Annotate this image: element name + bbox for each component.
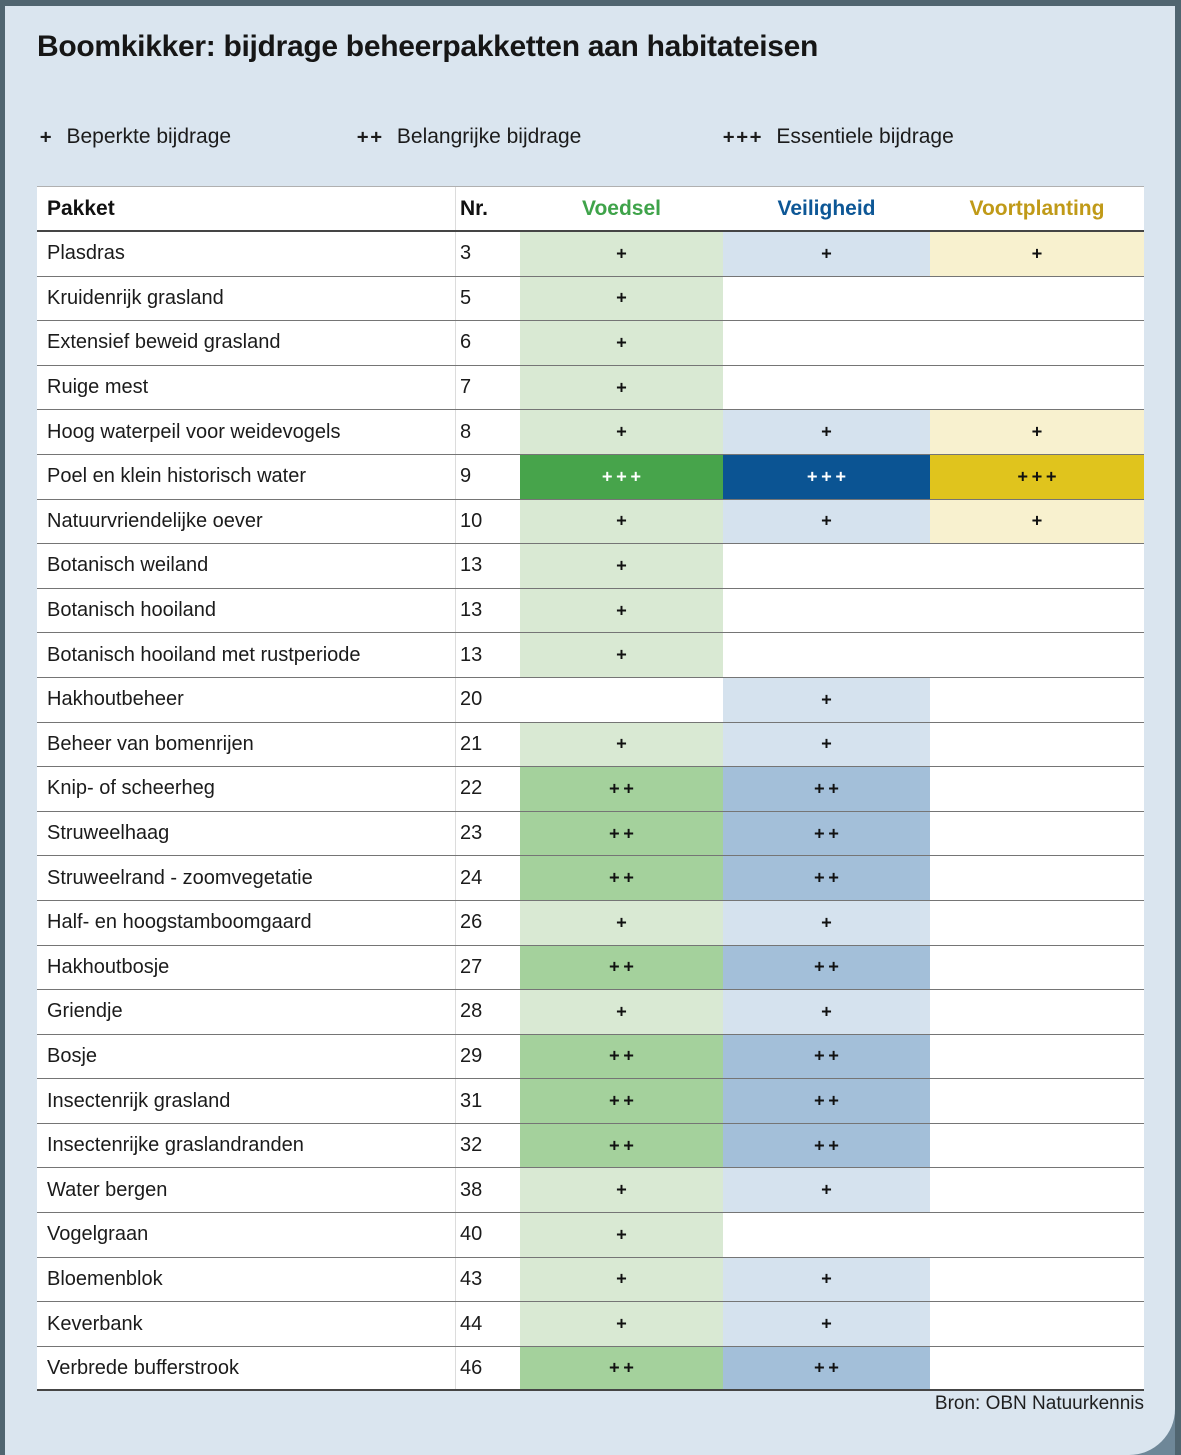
cell-voortplanting [930,633,1144,677]
cell-voortplanting [930,366,1144,410]
cell-veiligheid: ++ [723,1035,930,1079]
table-row [37,232,1144,277]
cell-voortplanting [930,1258,1144,1302]
cell-voedsel: + [520,1302,723,1346]
cell-voortplanting [930,767,1144,811]
cell-veiligheid: + [723,723,930,767]
cell-veiligheid: ++ [723,856,930,900]
cell-voedsel: ++ [520,856,723,900]
cell-voortplanting [930,990,1144,1034]
cell-veiligheid: ++ [723,946,930,990]
cell-veiligheid [723,544,930,588]
cell-nr: 20 [455,678,520,722]
cell-pakket: Bloemenblok [47,1267,163,1290]
cell-voortplanting [930,1124,1144,1168]
cell-nr: 40 [455,1213,520,1257]
cell-veiligheid: + [723,410,930,454]
table-row [37,500,1144,545]
table-row [37,856,1144,901]
table-header-row [37,186,1144,232]
cell-nr: 38 [455,1168,520,1212]
col-header-voedsel: Voedsel [582,196,661,220]
cell-voortplanting [930,277,1144,321]
cell-veiligheid [723,1213,930,1257]
cell-voortplanting [930,1079,1144,1123]
cell-voedsel: + [520,633,723,677]
cell-pakket: Griendje [47,1000,123,1023]
plus-plus-symbol: ++ [357,126,384,148]
cell-veiligheid: + [723,232,930,276]
cell-nr: 44 [455,1302,520,1346]
cell-pakket: Hoog waterpeil voor weidevogels [47,420,341,443]
cell-voedsel: ++ [520,767,723,811]
cell-voortplanting: + [930,500,1144,544]
cell-voortplanting [930,1347,1144,1390]
cell-pakket: Keverbank [47,1312,143,1335]
cell-voortplanting [930,901,1144,945]
cell-nr: 13 [455,544,520,588]
cell-nr: 27 [455,946,520,990]
table-row [37,1213,1144,1258]
cell-pakket: Vogelgraan [47,1223,149,1246]
col-header-pakket: Pakket [47,196,115,220]
cell-pakket: Struweelrand - zoomvegetatie [47,866,313,889]
cell-nr: 26 [455,901,520,945]
table-row [37,1124,1144,1169]
cell-veiligheid: ++ [723,1124,930,1168]
cell-veiligheid: ++ [723,812,930,856]
cell-nr: 46 [455,1347,520,1390]
cell-voortplanting: +++ [930,455,1144,499]
cell-veiligheid: + [723,990,930,1034]
cell-pakket: Kruidenrijk grasland [47,286,224,309]
legend-item-essentieel [723,125,954,149]
cell-nr: 21 [455,723,520,767]
cell-nr: 6 [455,321,520,365]
infographic-canvas [5,6,1175,1455]
table-row [37,321,1144,366]
table-row [37,678,1144,723]
table-row [37,901,1144,946]
table-row [37,633,1144,678]
table-row [37,946,1144,991]
cell-pakket: Plasdras [47,242,125,265]
cell-voedsel: + [520,410,723,454]
habitat-table [37,186,1144,1391]
cell-pakket: Extensief beweid grasland [47,331,281,354]
cell-voedsel: + [520,723,723,767]
cell-veiligheid: ++ [723,767,930,811]
cell-nr: 10 [455,500,520,544]
cell-veiligheid [723,277,930,321]
table-row [37,1035,1144,1080]
cell-pakket: Insectenrijk grasland [47,1089,231,1112]
cell-voedsel: + [520,544,723,588]
cell-voortplanting [930,856,1144,900]
cell-pakket: Natuurvriendelijke oever [47,509,263,532]
legend-item-beperkt [40,125,231,149]
cell-pakket: Water bergen [47,1178,168,1201]
cell-veiligheid: ++ [723,1347,930,1390]
cell-voedsel: ++ [520,1079,723,1123]
cell-voedsel [520,678,723,722]
cell-nr: 3 [455,232,520,276]
cell-voortplanting [930,1168,1144,1212]
table-row [37,1079,1144,1124]
cell-pakket: Botanisch weiland [47,554,209,577]
cell-veiligheid: + [723,678,930,722]
cell-voedsel: + [520,901,723,945]
cell-voortplanting: + [930,232,1144,276]
cell-nr: 32 [455,1124,520,1168]
cell-veiligheid: + [723,1258,930,1302]
table-row [37,1302,1144,1347]
cell-nr: 5 [455,277,520,321]
cell-voortplanting [930,946,1144,990]
cell-nr: 13 [455,633,520,677]
cell-pakket: Insectenrijke graslandranden [47,1134,304,1157]
table-body [37,232,1144,1391]
cell-veiligheid: + [723,901,930,945]
cell-veiligheid [723,366,930,410]
table-row [37,455,1144,500]
cell-pakket: Knip- of scheerheg [47,777,215,800]
legend-label: Belangrijke bijdrage [396,125,582,148]
cell-pakket: Beheer van bomenrijen [47,732,254,755]
cell-veiligheid: + [723,1302,930,1346]
col-header-voortplanting: Voortplanting [969,196,1105,220]
cell-voortplanting [930,544,1144,588]
cell-pakket: Hakhoutbeheer [47,688,184,711]
cell-voortplanting [930,1035,1144,1079]
cell-veiligheid [723,321,930,365]
table-row [37,812,1144,857]
cell-voortplanting [930,1213,1144,1257]
cell-voortplanting [930,812,1144,856]
cell-veiligheid: +++ [723,455,930,499]
col-header-veiligheid: Veiligheid [777,196,876,220]
cell-veiligheid: + [723,1168,930,1212]
cell-pakket: Botanisch hooiland met rustperiode [47,643,361,666]
table-row [37,767,1144,812]
legend-label: Essentiele bijdrage [776,125,954,148]
cell-voortplanting [930,321,1144,365]
table-row [37,277,1144,322]
cell-voortplanting [930,678,1144,722]
cell-veiligheid [723,589,930,633]
cell-voedsel: + [520,232,723,276]
cell-nr: 28 [455,990,520,1034]
cell-veiligheid [723,633,930,677]
cell-pakket: Hakhoutbosje [47,955,170,978]
cell-nr: 29 [455,1035,520,1079]
cell-nr: 43 [455,1258,520,1302]
cell-voortplanting [930,589,1144,633]
cell-nr: 24 [455,856,520,900]
cell-voedsel: + [520,1168,723,1212]
col-header-nr: Nr. [455,187,520,230]
cell-voedsel: + [520,500,723,544]
cell-voedsel: + [520,277,723,321]
cell-voedsel: ++ [520,812,723,856]
cell-veiligheid: + [723,500,930,544]
cell-voedsel: ++ [520,1347,723,1390]
cell-voedsel: + [520,321,723,365]
source-credit: Bron: OBN Natuurkennis [934,1393,1144,1414]
cell-nr: 22 [455,767,520,811]
page-title: Boomkikker: bijdrage beheerpakketten aan habitateisen [37,30,819,63]
cell-voedsel: ++ [520,1124,723,1168]
table-row [37,990,1144,1035]
cell-pakket: Bosje [47,1044,98,1067]
cell-pakket: Half- en hoogstamboomgaard [47,911,312,934]
plus-symbol: + [40,126,54,148]
cell-voedsel: + [520,589,723,633]
cell-nr: 23 [455,812,520,856]
cell-pakket: Struweelhaag [47,822,170,845]
table-row [37,723,1144,768]
table-row [37,1347,1144,1392]
cell-voedsel: +++ [520,455,723,499]
legend-label: Beperkte bijdrage [66,125,232,148]
cell-pakket: Ruige mest [47,376,149,399]
table-row [37,1168,1144,1213]
table-row [37,589,1144,634]
cell-nr: 8 [455,410,520,454]
cell-nr: 31 [455,1079,520,1123]
cell-pakket: Verbrede bufferstrook [47,1356,239,1379]
cell-voortplanting [930,723,1144,767]
cell-pakket: Poel en klein historisch water [47,465,307,488]
table-row [37,544,1144,589]
cell-voedsel: + [520,1258,723,1302]
cell-nr: 9 [455,455,520,499]
cell-veiligheid: ++ [723,1079,930,1123]
table-row [37,410,1144,455]
cell-voedsel: + [520,366,723,410]
table-row [37,366,1144,411]
cell-voortplanting [930,1302,1144,1346]
cell-voedsel: ++ [520,1035,723,1079]
plus-plus-plus-symbol: +++ [723,126,764,148]
cell-voortplanting: + [930,410,1144,454]
cell-voedsel: ++ [520,946,723,990]
cell-voedsel: + [520,1213,723,1257]
cell-nr: 7 [455,366,520,410]
table-row [37,1258,1144,1303]
cell-pakket: Botanisch hooiland [47,599,217,622]
cell-nr: 13 [455,589,520,633]
legend-item-belangrijk [357,125,581,149]
cell-voedsel: + [520,990,723,1034]
